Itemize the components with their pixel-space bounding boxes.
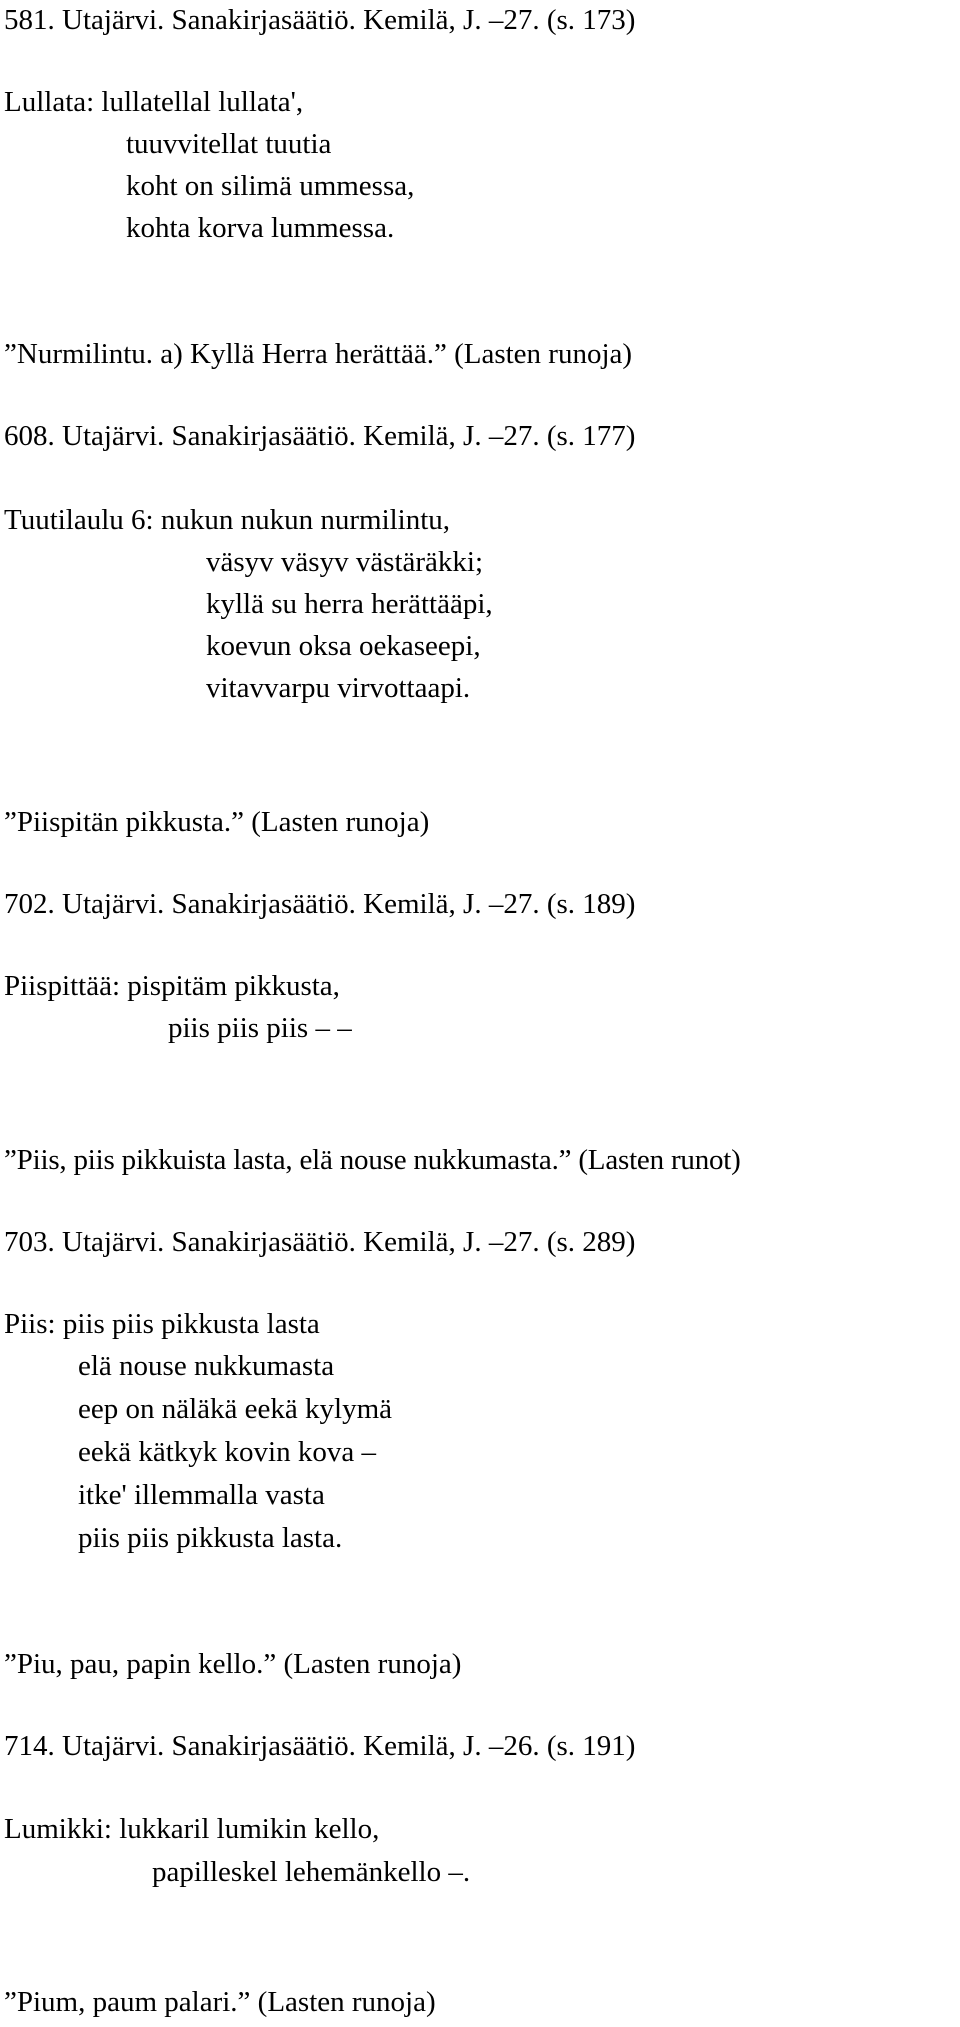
verse-line: Tuutilaulu 6: nukun nukun nurmilintu,: [4, 504, 451, 536]
verse-line: Piispittää: pispitäm pikkusta,: [4, 970, 340, 1002]
verse-line: itke' illemmalla vasta: [78, 1479, 325, 1511]
source-line: 702. Utajärvi. Sanakirjasäätiö. Kemilä, J. –27. (s. 189): [4, 888, 636, 920]
verse-line: väsyv väsyv västäräkki;: [206, 546, 484, 578]
verse-line: eekä kätkyk kovin kova –: [78, 1436, 376, 1468]
verse-line: elä nouse nukkumasta: [78, 1350, 335, 1382]
section-heading: ”Pium, paum palari.” (Lasten runoja): [4, 1986, 436, 2018]
section-heading: ”Nurmilintu. a) Kyllä Herra herättää.” (Lasten runoja): [4, 338, 633, 370]
verse-line: koht on silimä ummessa,: [126, 170, 415, 202]
verse-line: koevun oksa oekaseepi,: [206, 630, 481, 662]
verse-line: Lullata: lullatellal lullata',: [4, 86, 304, 118]
source-line: 703. Utajärvi. Sanakirjasäätiö. Kemilä, J. –27. (s. 289): [4, 1226, 636, 1258]
verse-line: piis piis piis – –: [168, 1012, 352, 1044]
section-heading: ”Piis, piis pikkuista lasta, elä nouse nukkumasta.” (Lasten runot): [4, 1144, 741, 1176]
verse-line: kohta korva lummessa.: [126, 212, 395, 244]
section-heading: ”Piu, pau, papin kello.” (Lasten runoja): [4, 1648, 462, 1680]
verse-line: eep on näläkä eekä kylymä: [78, 1393, 393, 1425]
verse-line: papilleskel lehemänkello –.: [152, 1856, 471, 1888]
verse-line: Lumikki: lukkaril lumikin kello,: [4, 1813, 380, 1845]
verse-line: piis piis pikkusta lasta.: [78, 1522, 343, 1554]
source-line: 608. Utajärvi. Sanakirjasäätiö. Kemilä, J. –27. (s. 177): [4, 420, 636, 452]
verse-line: kyllä su herra herättääpi,: [206, 588, 493, 620]
source-line: 581. Utajärvi. Sanakirjasäätiö. Kemilä, J. –27. (s. 173): [4, 4, 636, 36]
section-heading: ”Piispitän pikkusta.” (Lasten runoja): [4, 806, 430, 838]
source-line: 714. Utajärvi. Sanakirjasäätiö. Kemilä, J. –26. (s. 191): [4, 1730, 636, 1762]
verse-line: vitavvarpu virvottaapi.: [206, 672, 471, 704]
verse-line: Piis: piis piis pikkusta lasta: [4, 1308, 320, 1340]
verse-line: tuuvvitellat tuutia: [126, 128, 332, 160]
